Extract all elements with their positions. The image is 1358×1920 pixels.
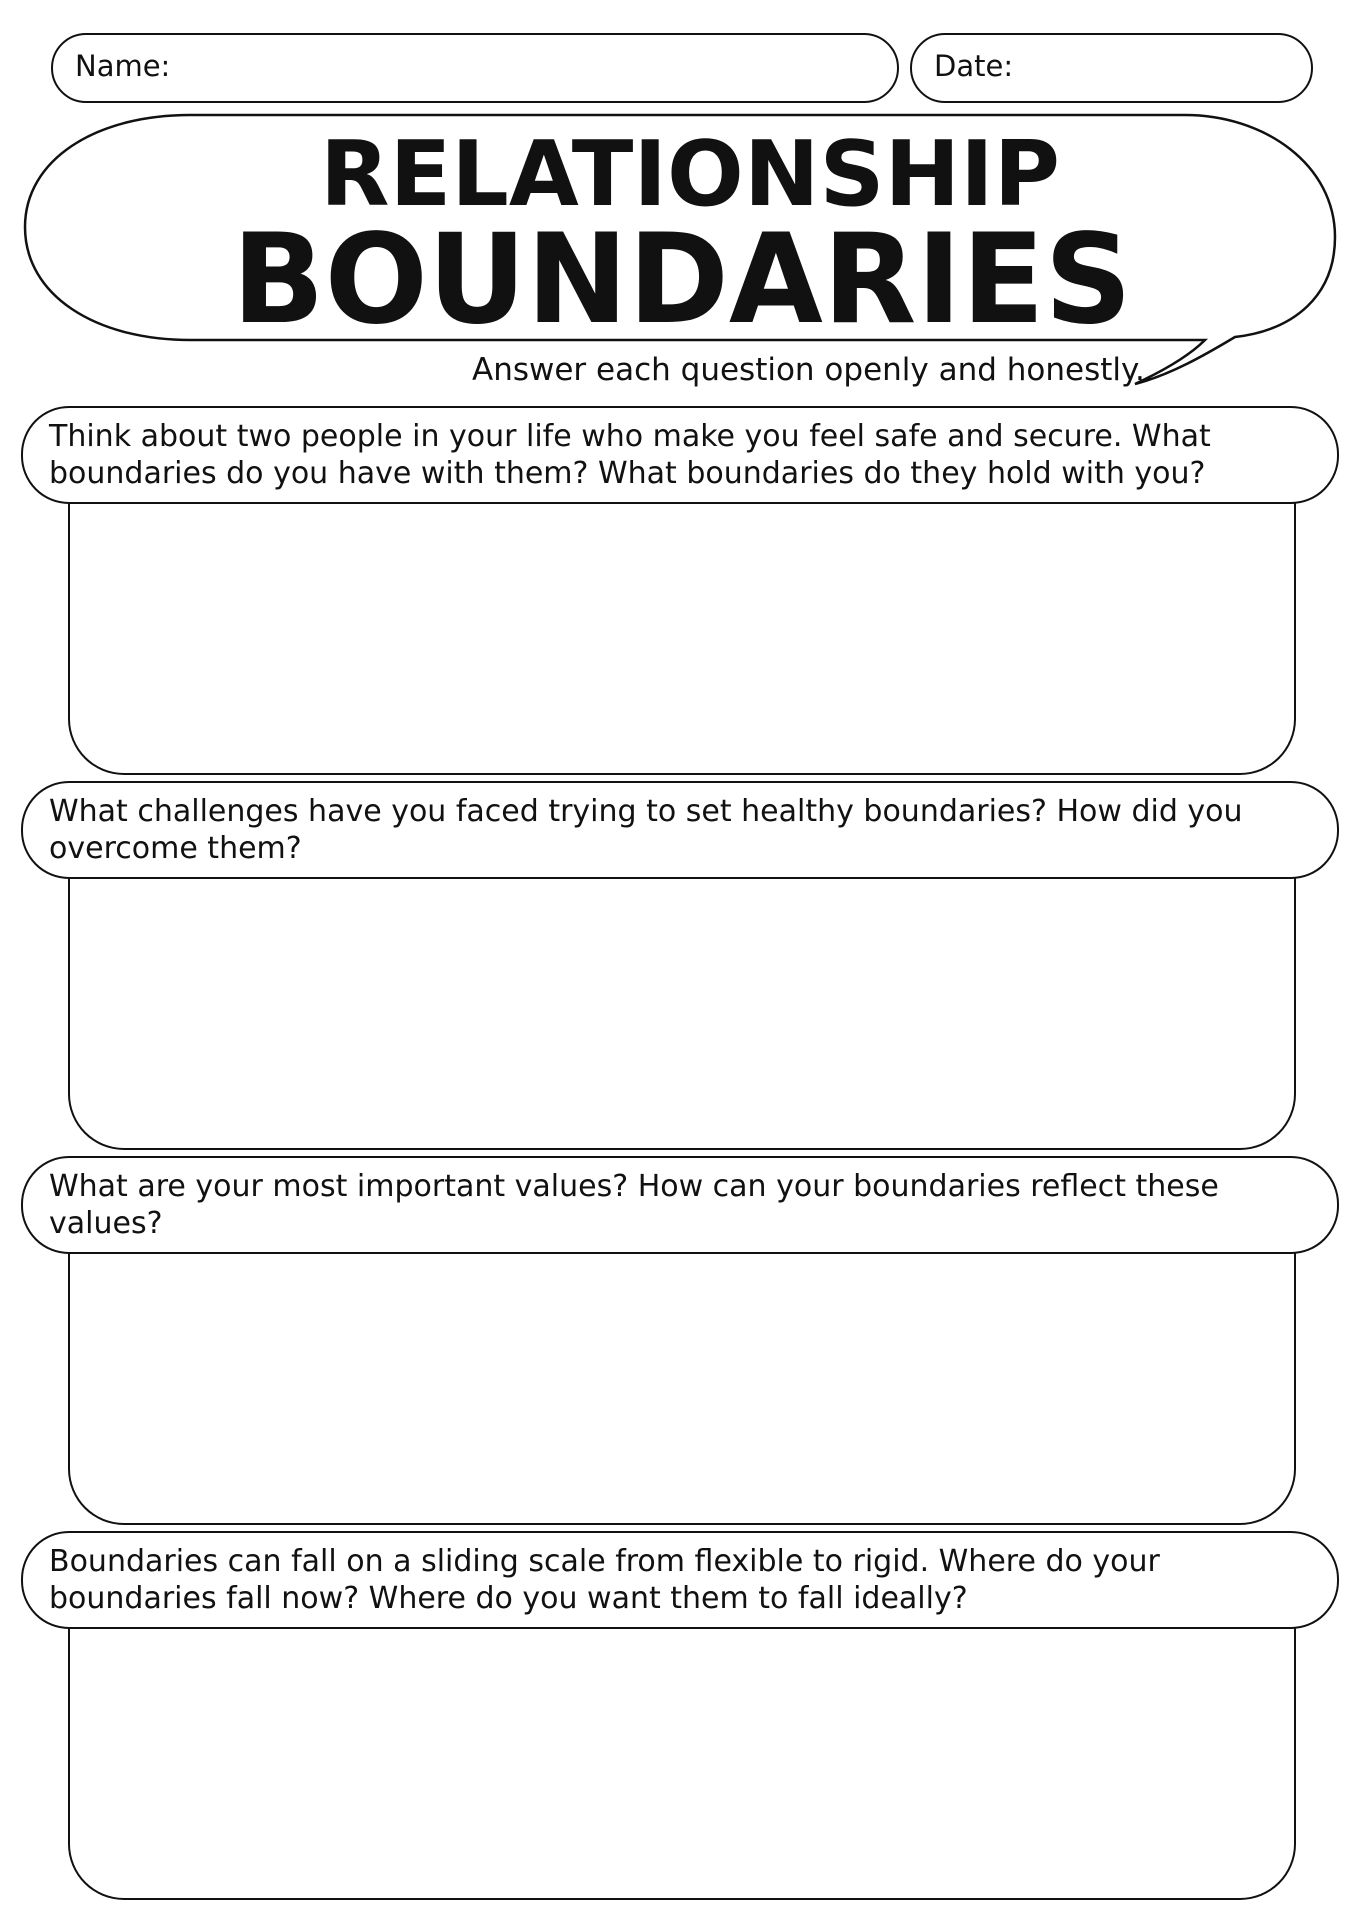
answer-box-4[interactable] <box>68 1585 1296 1900</box>
question-pill-3 <box>21 1156 1339 1254</box>
name-label: Name: <box>75 49 171 83</box>
date-label: Date: <box>934 49 1014 83</box>
answer-box-3[interactable] <box>68 1210 1296 1525</box>
question-pill-2 <box>21 781 1339 879</box>
title-speech-bubble <box>0 0 1358 400</box>
question-text-1: Think about two people in your life who make you feel safe and secure. What boundaries do you have with them? What boundaries do they hold with you? <box>49 419 1211 491</box>
question-text-4: Boundaries can fall on a sliding scale from flexible to rigid. Where do your boundaries fall now? Where do you want them to fall ideally? <box>49 1544 1160 1616</box>
question-pill-1 <box>21 406 1339 504</box>
instructions-text: Answer each question openly and honestly. <box>472 352 1145 388</box>
title-line-1: RELATIONSHIP <box>320 122 1060 227</box>
question-text-2: What challenges have you faced trying to set healthy boundaries? How did you overcome them? <box>49 794 1243 866</box>
answer-box-2[interactable] <box>68 835 1296 1150</box>
question-pill-4 <box>21 1531 1339 1629</box>
question-text-3: What are your most important values? How can your boundaries reflect these values? <box>49 1169 1219 1241</box>
answer-box-1[interactable] <box>68 460 1296 775</box>
title-line-2: BOUNDARIES <box>232 208 1132 352</box>
